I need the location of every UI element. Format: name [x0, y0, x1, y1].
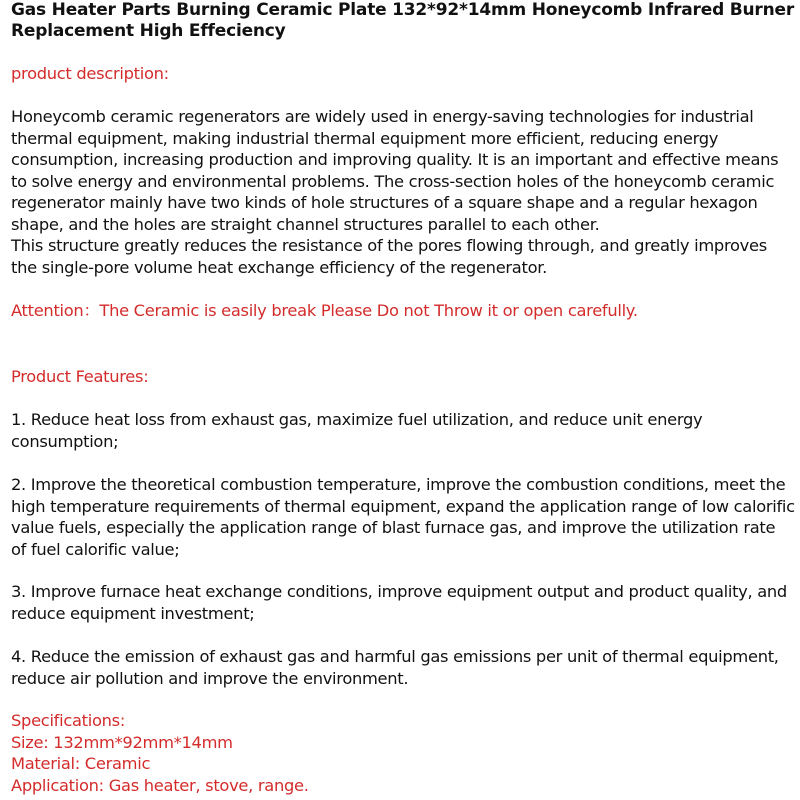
spec-application: Application: Gas heater, stove, range.: [11, 775, 309, 795]
description-paragraph-1: Honeycomb ceramic regenerators are widely used in energy-saving technologies for industrial thermal equipment, making industrial thermal equipment more efficient, reducing energy consumption, increasing production and improving quality. It is an important and effective means to solve energy and environmental problems. The cross-section holes of the honeycomb ceramic regenerator mainly have two kinds of hole structures of a square shape and a regular hexagon shape, and the holes are straight channel structures parallel to each other.: [11, 107, 779, 234]
page-title: Gas Heater Parts Burning Ceramic Plate 132*92*14mm Honeycomb Infrared Burner Replacement High Effeciency: [11, 0, 795, 41]
feature-item-4: 4. Reduce the emission of exhaust gas and harmful gas emissions per unit of thermal equipment, reduce air pollution and improve the environment.: [11, 647, 779, 688]
specifications-block: [11, 710, 795, 796]
feature-item-3: 3. Improve furnace heat exchange conditions, improve equipment output and product quality, and reduce equipment investment;: [11, 582, 787, 623]
features-heading: Product Features:: [11, 367, 149, 386]
specifications-heading: Specifications:: [11, 711, 126, 730]
spec-material: Material: Ceramic: [11, 754, 151, 773]
spec-size: Size: 132mm*92mm*14mm: [11, 732, 233, 752]
attention-note: Attention：The Ceramic is easily break Please Do not Throw it or open carefully.: [11, 301, 638, 320]
feature-item-1: 1. Reduce heat loss from exhaust gas, maximize fuel utilization, and reduce unit energy consumption;: [11, 410, 703, 451]
description-paragraph-2: This structure greatly reduces the resistance of the pores flowing through, and greatly improves the single-pore volume heat exchange efficiency of the regenerator.: [11, 236, 767, 277]
feature-item-2: 2. Improve the theoretical combustion temperature, improve the combustion conditions, meet the high temperature requirements of thermal equipment, expand the application range of low calorific value fuels, especially the application range of blast furnace gas, and improve the utilization rate of fuel calorific value;: [11, 475, 795, 559]
description-heading: product description:: [11, 64, 169, 83]
